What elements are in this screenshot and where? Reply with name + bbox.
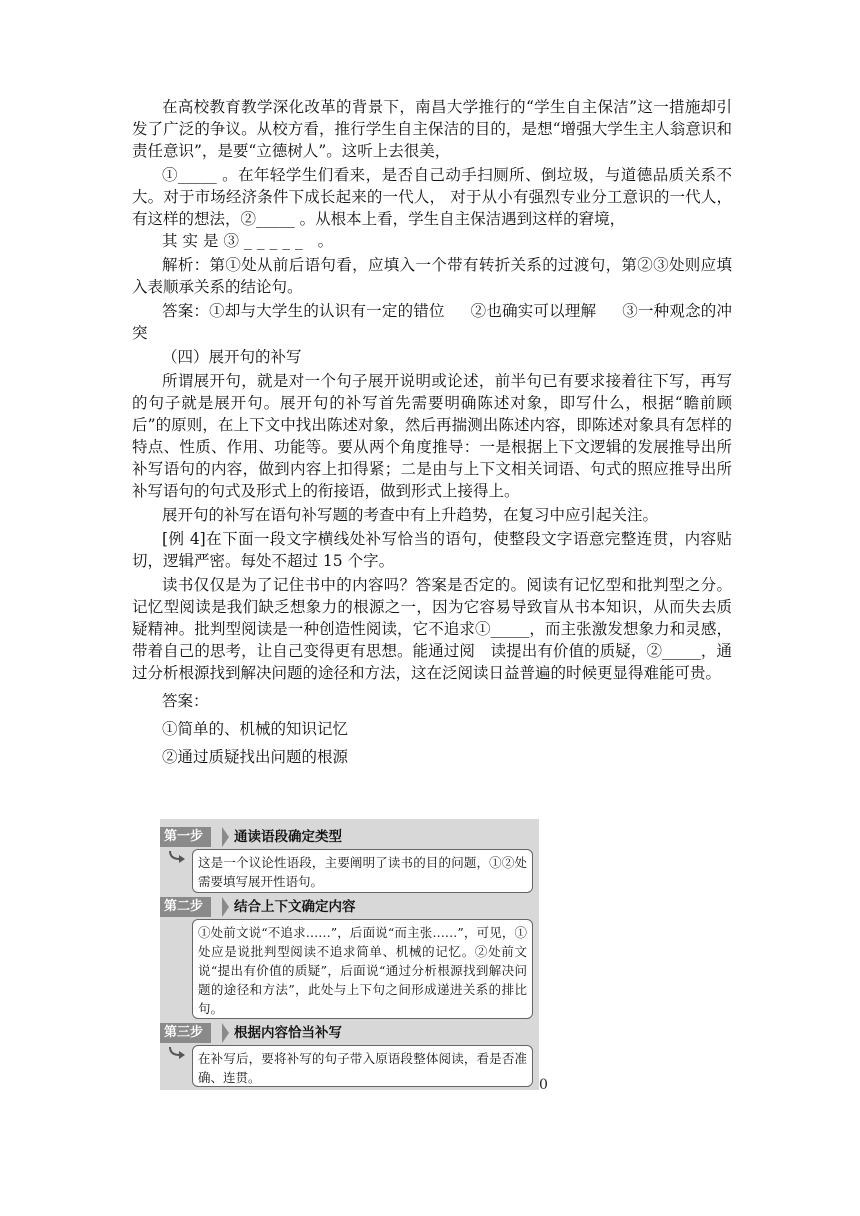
step-3-tag: 第三步 (160, 1023, 211, 1043)
step-1-title: 通读语段确定类型 (234, 829, 342, 845)
step-2-box: ①处前文说“不追求……”，后面说“而主张……”，可见，①处应是说批判型阅读不追求简单、机械的记忆。②处前文说“提出有价值的质疑”，后面说“通过分析根源找到解决问题的途径和方法”，此处与上下句之间形成递进关系的排比句。 (192, 919, 533, 1019)
answer-item-2: ②通过质疑找出问题的根源 (162, 748, 349, 766)
step-3-hook-arrow-icon (168, 1046, 188, 1062)
paragraph-blanks-end: 其实是③_____ 。 (162, 232, 339, 250)
paragraph-analysis: 解析：第①处从前后语句看，应填入一个带有转折关系的过渡句，第②③处则应填入表顺承关系的结论句。 (132, 256, 732, 296)
step-1-arrow-icon (222, 827, 229, 847)
article-body (132, 96, 732, 768)
step-2-tag: 第二步 (160, 897, 211, 917)
paragraph-example-text: 读书仅仅是为了记住书中的内容吗？答案是否定的。阅读有记忆型和批判型之分。记忆型阅读是我们缺乏想象力的根源之一，因为它容易导致盲从书本知识，从而失去质疑精神。批判型阅读是一种创造性阅读，它不追求①_____，而主张激发想象力和灵感，带着自己的思考，让自己变得更有思想。能通过阅 读提出有价值的质疑，②_____，通过分析根源找到解决问题的途径和方法，这在泛阅读日益普遍的时候更显得难能可贵。 (132, 576, 732, 682)
step-1-tag: 第一步 (160, 827, 211, 847)
step-3-box: 在补写后，要将补写的句子带入原语段整体阅读，看是否准确、连贯。 (192, 1045, 533, 1087)
step-3-arrow-icon (222, 1023, 229, 1043)
answer-label: 答案： (162, 692, 209, 710)
step-1-hook-arrow-icon (168, 850, 188, 866)
answer-item-1: ①简单的、机械的知识记忆 (162, 720, 349, 738)
solution-steps-figure (160, 819, 539, 1090)
paragraph-blanks-text: ①_____ 。在年轻学生们看来，是否自己动手扫厕所、倒垃圾，与道德品质关系不大。对于市场经济条件下成长起来的一代人， 对于从小有强烈专业分工意识的一代人， 有这样的想法，②_____ 。从根本上看，学生自主保洁遇到这样的窘境， (132, 166, 732, 228)
paragraph-example-prompt: [例 4]在下面一段文字横线处补写恰当的语句，使整段文字语意完整连贯，内容贴切，逻辑严密。每处不超过 15 个字。 (132, 530, 732, 570)
paragraph-intro: 在高校教育教学深化改革的背景下，南昌大学推行的“学生自主保洁”这一措施却引发了广泛的争议。从校方看，推行学生自主保洁的目的，是想“增强大学生主人翁意识和责任意识”，是要“立德树人”。这听上去很美， (132, 98, 732, 160)
step-3-title: 根据内容恰当补写 (234, 1025, 342, 1041)
step-1-box: 这是一个议论性语段，主要阐明了读书的目的问题，①②处需要填写展开性语句。 (192, 849, 533, 893)
step-2-arrow-icon (222, 897, 229, 917)
step-2-title: 结合上下文确定内容 (234, 899, 356, 915)
stray-mark: 0 (539, 1077, 548, 1093)
paragraph-blanks (132, 164, 732, 252)
paragraph-definition: 所谓展开句，就是对一个句子展开说明或论述，前半句已有要求接着往下写，再写的句子就是展开句。展开句的补写首先需要明确陈述对象，即写什么，根据“瞻前顾后”的原则，在上下文中找出陈述对象，然后再揣测出陈述内容，即陈述对象具有怎样的特点、性质、作用、功能等。要从两个角度推导：一是根据上下文逻辑的发展推导出所补写语句的内容，做到内容上扣得紧；二是由与上下文相关词语、句式的照应推导出所补写语句的句式及形式上的衔接语，做到形式上接得上。 (132, 372, 732, 500)
paragraph-answer: 答案：①却与大学生的认识有一定的错位 ②也确实可以理解 ③一种观念的冲突 (132, 302, 732, 342)
paragraph-trend: 展开句的补写在语句补写题的考查中有上升趋势，在复习中应引起关注。 (162, 506, 659, 524)
section-heading: （四）展开句的补写 (162, 348, 302, 366)
